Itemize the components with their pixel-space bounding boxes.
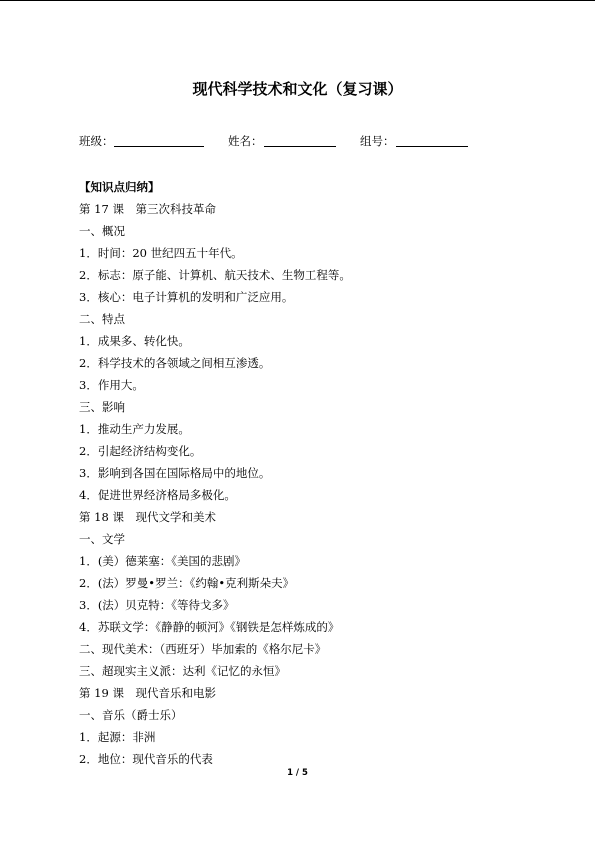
class-blank[interactable] [114,146,204,147]
content-line: 一、音乐（爵士乐） [79,708,183,722]
page-title: 现代科学技术和文化（复习课） [192,80,403,98]
content-line: 1．成果多、转化快。 [79,334,190,348]
content-line: 2．引起经济结构变化。 [79,444,202,458]
content-line: 1．时间：20 世纪四五十年代。 [79,246,243,260]
content-line: 一、概况 [79,224,125,238]
content-line: 2．标志：原子能、计算机、航天技术、生物工程等。 [79,268,351,282]
group-blank[interactable] [396,146,468,147]
content-line: 4．苏联文学：《静静的顿河》《钢铁是怎样炼成的》 [79,620,340,634]
content-line: 二、现代美术：（西班牙）毕加索的《格尔尼卡》 [79,642,327,656]
content-line: 3．(法）贝克特：《等待戈多》 [79,598,235,612]
header-rule [0,0,595,1]
content-line: 第 19 课 现代音乐和电影 [79,686,216,700]
content-line: 第 18 课 现代文学和美术 [79,510,216,524]
content-line: 三、影响 [79,400,125,414]
content-line: 1．推动生产力发展。 [79,422,190,436]
section-heading: 【知识点归纳】 [79,180,160,194]
content-line: 3．作用大。 [79,378,144,392]
content-line: 3．影响到各国在国际格局中的地位。 [79,466,271,480]
content-line: 第 17 课 第三次科技革命 [79,202,216,216]
name-label: 姓名： [228,134,263,148]
content-line: 2．科学技术的各领域之间相互渗透。 [79,356,271,370]
content-line: 1．起源：非洲 [79,730,156,744]
content-line: 一、文学 [79,532,125,546]
content-line: 2．地位：现代音乐的代表 [79,752,213,766]
content-line: 1．(美）德莱塞：《美国的悲剧》 [79,554,247,568]
content-body [79,176,559,770]
student-info-row [0,133,595,149]
content-line: 2．(法）罗曼•罗兰：《约翰•克利斯朵夫》 [79,576,295,590]
content-line: 二、特点 [79,312,125,326]
content-line: 3．核心：电子计算机的发明和广泛应用。 [79,290,294,304]
content-line: 4．促进世界经济格局多极化。 [79,488,236,502]
group-label: 组号： [360,134,395,148]
name-blank[interactable] [264,146,336,147]
class-label: 班级： [79,134,114,148]
page-number: 1 / 5 [287,768,308,778]
content-line: 三、超现实主义派：达利《记忆的永恒》 [79,664,286,678]
